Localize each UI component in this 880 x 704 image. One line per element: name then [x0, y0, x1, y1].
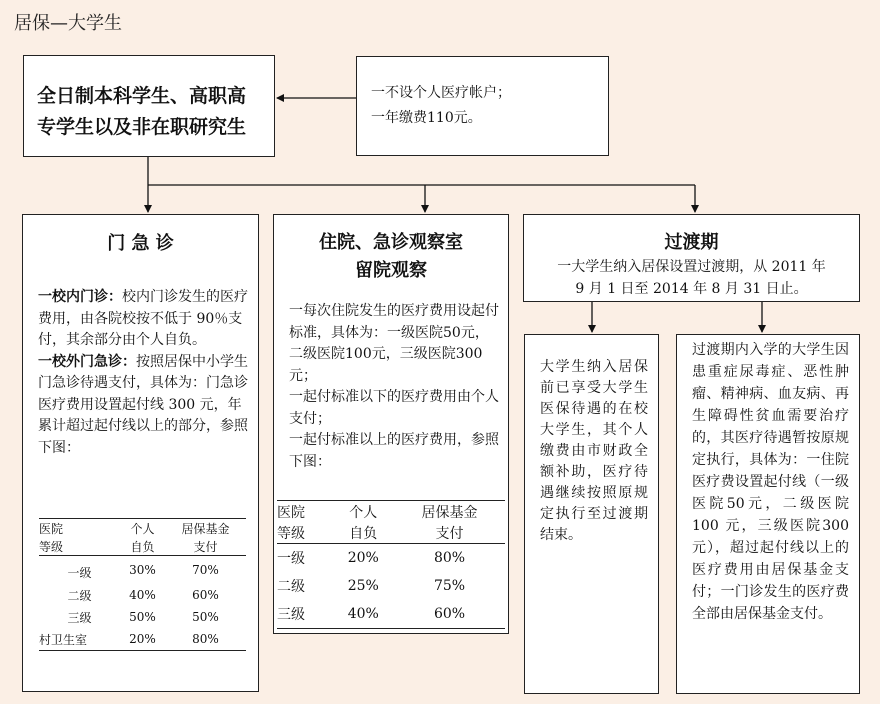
transition-line2: 9 月 1 日至 2014 年 8 月 31 日止。: [575, 280, 808, 297]
col-header-fund-2: 支付: [435, 525, 464, 542]
table-cell: 75%: [433, 578, 466, 594]
table-cell: 40%: [129, 588, 156, 602]
table-cell: 50%: [129, 610, 156, 624]
col-header-fund: 居保基金: [181, 521, 230, 536]
table-cell: 一级: [277, 551, 305, 567]
table-cell: 60%: [192, 588, 219, 602]
table-cell: 二级: [277, 579, 305, 595]
table-row: [39, 584, 246, 606]
col-header-hospital-2: 等级: [277, 525, 305, 542]
table-row: [39, 606, 246, 628]
target-group-box: [23, 55, 275, 157]
on-campus-paragraph: [38, 287, 249, 352]
off-campus-paragraph: [38, 352, 249, 460]
table-cell: 三级: [67, 610, 92, 625]
table-header-row: [277, 522, 505, 544]
on-campus-label: 一校内门诊：: [38, 289, 122, 305]
table-row: [39, 556, 246, 585]
table-header-row: [39, 519, 246, 538]
outpatient-box: [22, 214, 259, 692]
outpatient-rate-table: [39, 518, 246, 651]
col-header-fund-2: 支付: [193, 539, 218, 554]
table-header-row: [277, 501, 505, 523]
pre-enrolled-students-box: [524, 334, 659, 694]
col-header-hospital: 医院: [39, 521, 64, 536]
table-cell: 三级: [277, 607, 305, 623]
table-cell: 25%: [347, 578, 379, 594]
col-header-fund: 居保基金: [421, 504, 478, 521]
account-fee-line1: 一不设个人医疗帐户；: [371, 85, 511, 101]
inpatient-rate-table: [277, 500, 505, 629]
table-cell: 二级: [67, 588, 92, 603]
table-cell: 60%: [433, 606, 466, 622]
off-campus-text: 按照居保中小学生门急诊待遇支付，具体为：门急诊医疗费用设置起付线 300 元，年累计超过起付线以上的部分，参照下图：: [38, 353, 248, 456]
account-fee-line2: 一年缴费110元。: [371, 110, 482, 126]
transition-title: 过渡期: [664, 232, 719, 253]
table-cell: 20%: [347, 550, 379, 566]
table-row: [39, 628, 246, 651]
new-students-text: 过渡期内入学的大学生因患重症尿毒症、恶性肿瘤、精神病、血友病、再生障碍性贫血需要治疗的，其医疗待遇暂按原规定执行，具体为：一住院医疗费设置起付线（一级医院50元，二级医院 100 元，三级医院300元），超过起付线以上的医疗费用由居保基金支付；一门诊发生的医疗费全部由居保基金支付。: [692, 342, 849, 622]
account-fee-box: [356, 56, 609, 156]
col-header-hospital-2: 等级: [39, 539, 64, 554]
table-cell: 50%: [192, 610, 219, 624]
table-cell: 80%: [192, 632, 219, 646]
table-row: [277, 600, 505, 629]
table-cell: 30%: [129, 563, 156, 577]
col-header-self: 个人: [130, 521, 155, 536]
pre-enrolled-text: 大学生纳入居保前已享受大学生医保待遇的在校大学生，其个人缴费由市财政全额补助，医疗待遇继续按照原规定执行至过渡期结束。: [540, 359, 648, 543]
transition-line1: 一大学生纳入居保设置过渡期，从 2011 年: [557, 259, 826, 275]
off-campus-label: 一校外门急诊：: [38, 353, 136, 370]
outpatient-text: [38, 287, 249, 459]
table-cell: 村卫生室: [39, 632, 88, 647]
table-cell: 一级: [67, 565, 92, 580]
inpatient-title-line1: 住院、急诊观察室: [319, 232, 463, 253]
col-header-self-2: 自负: [130, 539, 155, 554]
col-header-self-2: 自负: [349, 525, 378, 542]
on-campus-text: 校内门诊发生的医疗费用，由各院校按不低于 90％支付，其余部分由个人自负。: [38, 289, 248, 348]
inpatient-paragraph-2: 一起付标准以下的医疗费用由个人支付；: [289, 389, 499, 427]
transition-text: [524, 257, 859, 300]
col-header-self: 个人: [349, 504, 378, 521]
transition-box: [523, 214, 860, 302]
inpatient-paragraph-1: 一每次住院发生的医疗费用设起付标准，具体为：一级医院50元，二级医院100元，三级医院300元；: [289, 303, 499, 384]
page-title: 居保—大学生: [14, 13, 122, 34]
table-header-row: [39, 537, 246, 556]
target-group-line1: 全日制本科学生、高职高: [37, 85, 247, 107]
table-cell: 80%: [433, 550, 466, 566]
target-group-line2: 专学生以及非在职研究生: [37, 116, 247, 138]
table-cell: 70%: [192, 563, 219, 577]
inpatient-title-line2: 留院观察: [355, 260, 427, 281]
outpatient-title: 门 急 诊: [107, 233, 174, 254]
table-row: [277, 544, 505, 573]
inpatient-paragraph-3: 一起付标准以上的医疗费用，参照下图：: [289, 432, 499, 470]
new-students-box: [676, 334, 860, 694]
table-row: [277, 572, 505, 600]
inpatient-box: [273, 214, 509, 634]
table-cell: 40%: [347, 606, 379, 622]
col-header-hospital: 医院: [277, 504, 305, 521]
table-cell: 20%: [129, 632, 156, 646]
inpatient-text: [289, 301, 499, 473]
